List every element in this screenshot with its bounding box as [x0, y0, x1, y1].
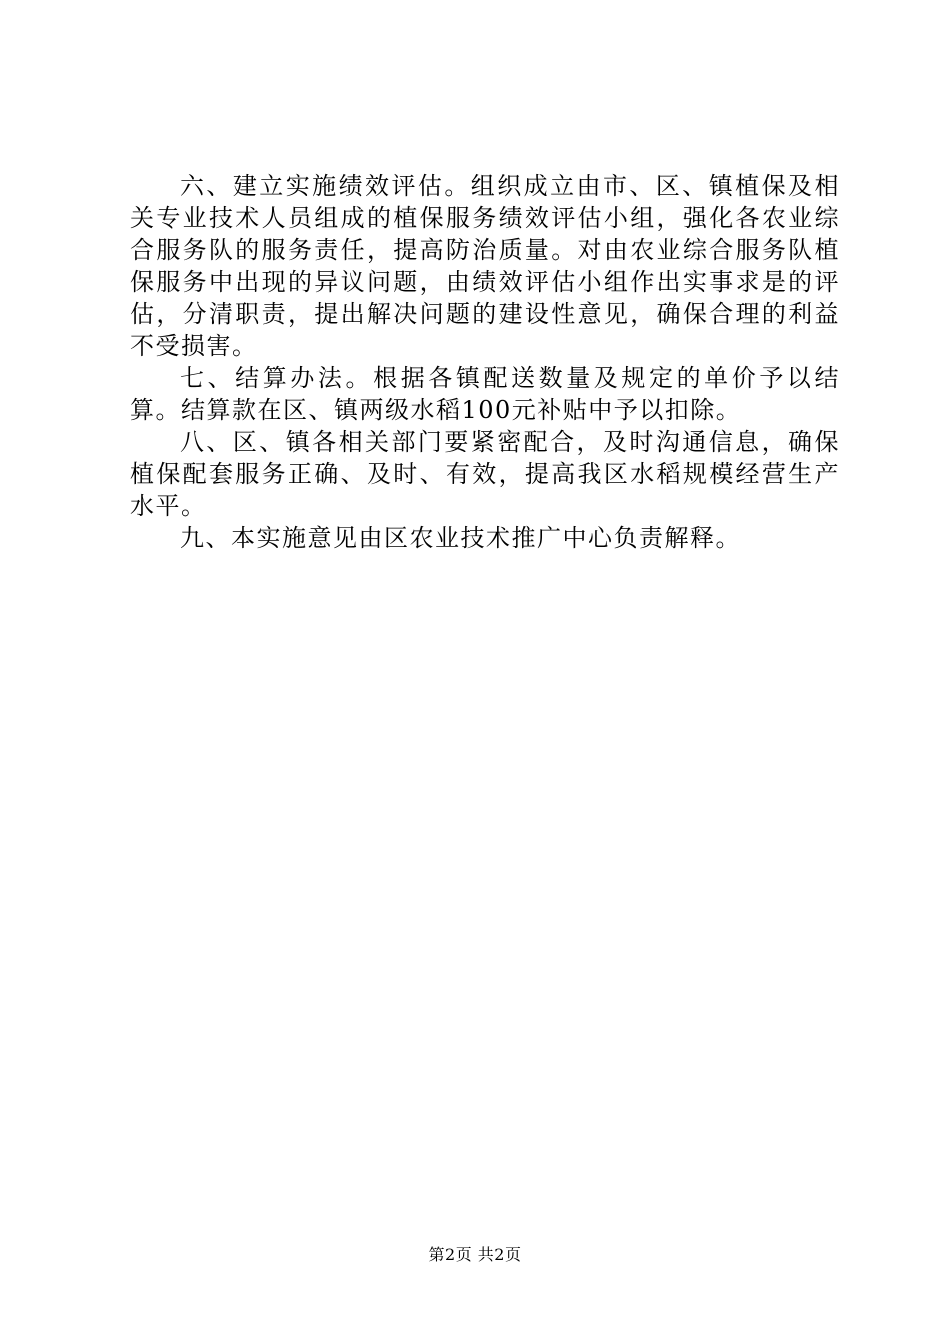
paragraph-performance-evaluation: 六、建立实施绩效评估。组织成立由市、区、镇植保及相关专业技术人员组成的植保服务绩效评估小组，强化各农业综合服务队的服务责任，提高防治质量。对由农业综合服务队植保服务中出现的异议问题，由绩效评估小组作出实事求是的评估，分清职责，提出解决问题的建设性意见，确保合理的利益不受损害。	[130, 172, 840, 360]
document-body	[130, 170, 840, 554]
paragraph-interpretation: 九、本实施意见由区农业技术推广中心负责解释。	[180, 524, 741, 552]
paragraph-department-coordination: 八、区、镇各相关部门要紧密配合，及时沟通信息，确保植保配套服务正确、及时、有效，提高我区水稻规模经营生产水平。	[130, 428, 840, 520]
page-number-footer: 第2页 共2页	[428, 1245, 522, 1264]
paragraph-settlement-method: 七、结算办法。根据各镇配送数量及规定的单价予以结算。结算款在区、镇两级水稻100元补贴中予以扣除。	[130, 364, 840, 424]
